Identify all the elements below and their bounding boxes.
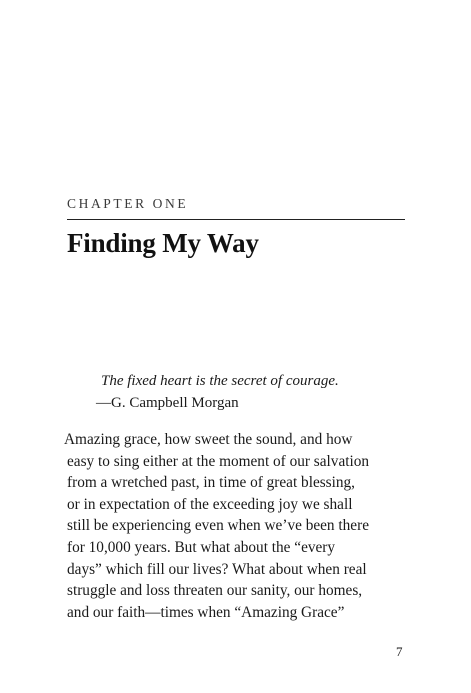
epigraph-quote: The fixed heart is the secret of courage. — [101, 373, 339, 389]
body-line: days” which fill our lives? What about when real — [67, 560, 367, 578]
body-paragraph — [64, 429, 414, 623]
page-number: 7 — [396, 644, 403, 659]
body-line: easy to sing either at the moment of our salvation — [67, 452, 370, 470]
body-line: Amazing grace, how sweet the sound, and how — [64, 431, 353, 448]
chapter-label: CHAPTER ONE — [67, 196, 189, 211]
body-line: or in expectation of the exceeding joy we shall — [67, 495, 353, 513]
body-line: and our faith—times when “Amazing Grace” — [67, 603, 345, 621]
body-line: from a wretched past, in time of great blessing, — [67, 474, 356, 492]
epigraph-attribution: —G. Campbell Morgan — [96, 395, 239, 411]
chapter-title: Finding My Way — [67, 228, 259, 258]
body-line: for 10,000 years. But what about the “every — [67, 538, 336, 556]
chapter-divider — [67, 219, 405, 220]
body-line: struggle and loss threaten our sanity, our homes, — [67, 582, 363, 600]
body-line: still be experiencing even when we’ve been there — [67, 517, 369, 535]
